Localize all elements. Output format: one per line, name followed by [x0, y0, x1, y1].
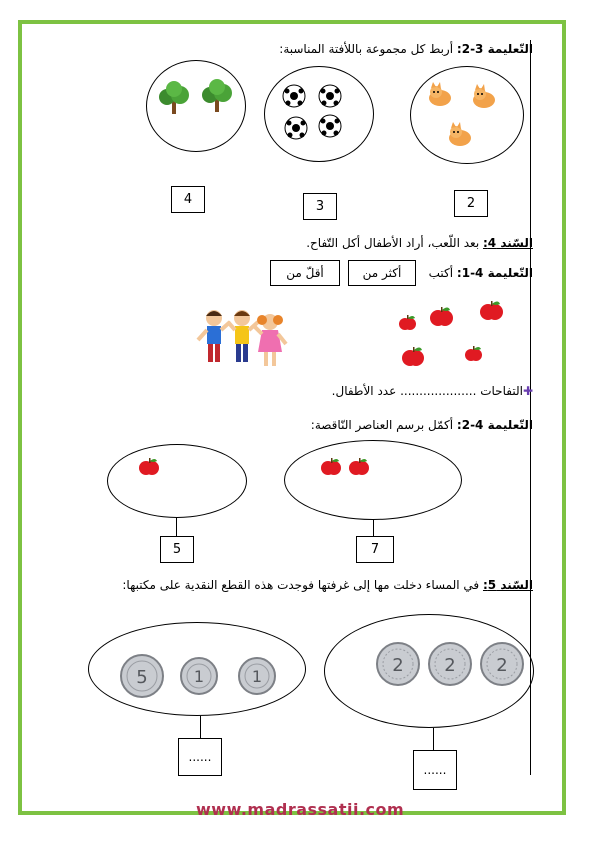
- instruction-3-2: [279, 42, 533, 56]
- instruction-text: أكتب: [428, 266, 457, 280]
- instruction-text: أكمّل برسم العناصر النّاقصة:: [310, 418, 457, 432]
- coin-value: 2: [392, 655, 404, 676]
- number-box: 3: [303, 193, 337, 220]
- compare-dots: ....................: [400, 384, 477, 398]
- apple-icon: [322, 458, 342, 478]
- instruction-text: أربط كل مجموعة باللأفتة المناسبة:: [279, 42, 457, 56]
- coin-value: 1: [193, 667, 205, 686]
- sanad-4: [306, 236, 533, 250]
- coin-icon: [239, 658, 275, 694]
- coins-left: [120, 654, 290, 702]
- connector-line: [200, 716, 201, 738]
- coin-icon: [377, 643, 419, 685]
- coin-value: 2: [444, 655, 456, 676]
- coin-value: 5: [136, 667, 148, 688]
- compare-left: عدد الأطفال.: [331, 384, 397, 398]
- cat-icon: [473, 84, 495, 108]
- instruction-4-2: [311, 418, 533, 432]
- bullet-icon: ✚: [522, 384, 533, 398]
- child-icon: [254, 314, 286, 366]
- apple-icon: [465, 346, 482, 361]
- coin-icon: [481, 643, 523, 685]
- watermark-url: www.madrassatii.com: [196, 800, 405, 819]
- apples-group: [396, 302, 506, 372]
- sanad-text: بعد اللّعب، أراد الأطفال أكل التّفاح.: [306, 236, 483, 250]
- instruction-label: التّعليمة 4-1:: [456, 266, 533, 280]
- sanad-label: السّند 5:: [482, 578, 533, 592]
- coin-icon: [181, 658, 217, 694]
- apple-icon: [140, 458, 160, 478]
- apple-icon: [402, 347, 424, 366]
- apple-icon: [399, 315, 416, 330]
- cats-group: [428, 84, 508, 154]
- apple-icon: [350, 458, 370, 478]
- cat-icon: [449, 122, 471, 146]
- answer-box-right[interactable]: ......: [413, 750, 457, 790]
- coin-icon: [121, 655, 163, 697]
- compare-sentence: [332, 384, 533, 398]
- coins-right: [376, 642, 526, 688]
- compare-right: التفاحات: [480, 384, 523, 398]
- cat-icon: [429, 82, 451, 106]
- ball-icon: [283, 85, 305, 107]
- coin-icon: [429, 643, 471, 685]
- instruction-label: التّعليمة 3-2:: [456, 42, 533, 56]
- connector-line: [373, 520, 374, 536]
- coin-value: 1: [251, 667, 263, 686]
- sanad-label: السّند 4:: [482, 236, 533, 250]
- coin-value: 2: [496, 655, 508, 676]
- number-box: 4: [171, 186, 205, 213]
- sanad-text: في المساء دخلت مها إلى غرفتها فوجدت هذه القطع النقدية على مكتبها:: [122, 578, 483, 592]
- option-more-than: أكثر من: [348, 260, 416, 286]
- trees-group: [156, 80, 236, 120]
- instruction-label: التّعليمة 4-2:: [456, 418, 533, 432]
- ball-icon: [319, 85, 341, 107]
- balls-group: [282, 84, 352, 144]
- option-less-than: أقلّ من: [270, 260, 340, 286]
- sanad-5: [122, 578, 533, 592]
- child-icon: [228, 310, 258, 362]
- children-illustration: [196, 308, 292, 370]
- number-box: 2: [454, 190, 488, 217]
- instruction-4-1: [429, 266, 533, 280]
- ellipse-five: [107, 444, 247, 518]
- ellipse-seven: [284, 440, 462, 520]
- ball-icon: [319, 115, 341, 137]
- apple-icon: [480, 301, 503, 320]
- tree-icon: [202, 79, 232, 112]
- tree-icon: [159, 81, 189, 114]
- number-box: 7: [356, 536, 394, 563]
- connector-line: [433, 728, 434, 750]
- child-icon: [198, 310, 230, 362]
- ball-icon: [285, 117, 307, 139]
- number-box: 5: [160, 536, 194, 563]
- connector-line: [176, 518, 177, 536]
- answer-box-left[interactable]: ......: [178, 738, 222, 776]
- apple-icon: [430, 307, 453, 326]
